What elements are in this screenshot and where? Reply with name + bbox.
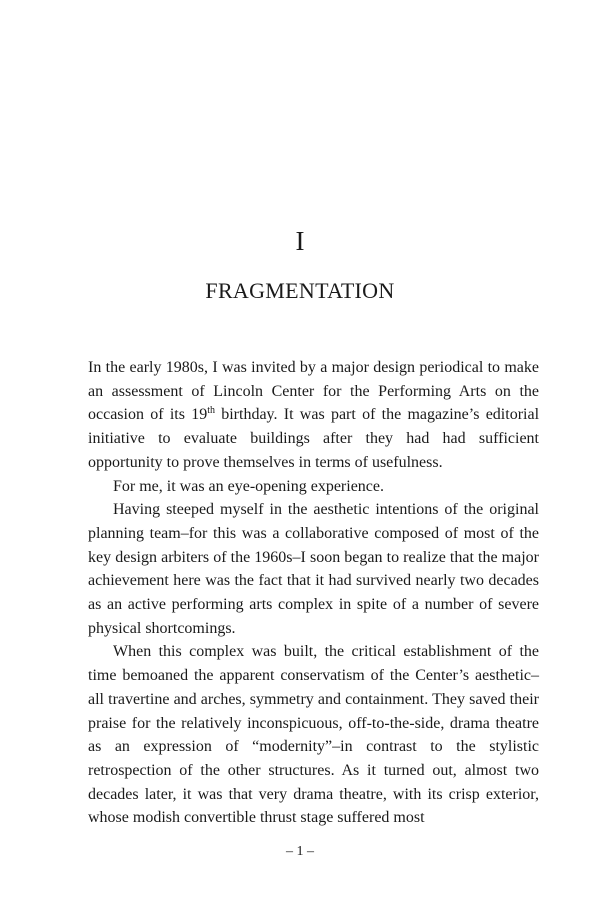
paragraph-1 (88, 356, 539, 475)
paragraph-2: For me, it was an eye-opening experience. (113, 477, 385, 495)
chapter-number: I (295, 226, 305, 256)
body-text (88, 356, 539, 830)
chapter-title: FRAGMENTATION (205, 278, 395, 303)
page-number: – 1 – (286, 844, 314, 859)
paragraph-3: Having steeped myself in the aesthetic intentions of the original planning team–for this was a collaborative composed of most of the key design arbiters of the 1960s–I soon began to realize that the major achievement here was the fact that it had survived nearly two decades as an active performing arts complex in spite of a number of severe physical shortcomings. (88, 501, 539, 637)
paragraph-4: When this complex was built, the critical establishment of the time bemoaned the apparent conservatism of the Center’s aesthetic–all travertine and arches, symmetry and containment. They saved their praise for the relatively inconspicuous, off-to-the-side, drama theatre as an expression of “modernity”–in contrast to the stylistic retrospection of the other structures. As it turned out, almost two decades later, it was that very drama theatre, with its crisp exterior, whose modish convertible thrust stage suffered most (88, 643, 539, 827)
paragraph-1-text-before: In the early 1980s, I was invited by a major design periodical to make an assessment of Lincoln Center for the Performing Arts on the occasion of its 19 (88, 359, 539, 424)
ordinal-superscript: th (207, 405, 215, 417)
paragraph-1-text-after: birthday. It was part of the magazine’s editorial initiative to evaluate buildings after they had had sufficient opportunity to prove themselves in terms of usefulness. (88, 406, 540, 471)
